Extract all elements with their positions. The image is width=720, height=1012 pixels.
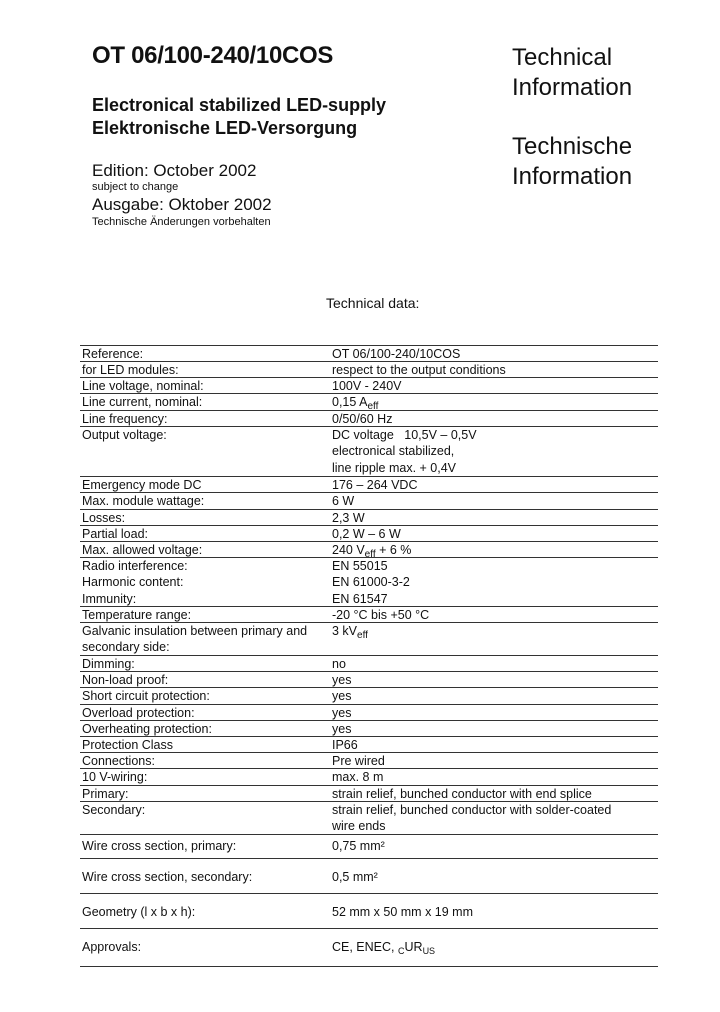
row-value: -20 °C bis +50 °C <box>332 608 430 622</box>
side-heading-german-line1: Technische <box>512 133 633 160</box>
key-line: Radio interference: <box>82 559 188 573</box>
row-key: Geometry (l x b x h): <box>82 905 196 919</box>
value-line: strain relief, bunched conductor with solder-coated <box>332 803 612 817</box>
row-key: Primary: <box>82 787 129 801</box>
side-heading-english-line1: Technical <box>512 44 613 71</box>
table-row-connections <box>80 753 658 769</box>
value-main: 3 kV <box>332 624 358 638</box>
value-suffix: + 6 % <box>375 543 412 557</box>
table-row-overload <box>80 705 658 721</box>
key-line: Immunity: <box>82 591 137 606</box>
value-line: line ripple max. + 0,4V <box>332 460 457 475</box>
edition-german-note: Technische Änderungen vorbehalten <box>92 216 271 228</box>
value-subscript: eff <box>364 549 376 560</box>
row-key <box>82 623 322 656</box>
row-key: Temperature range: <box>82 608 192 622</box>
table-row-short-circuit <box>80 688 658 705</box>
value-line: wire ends <box>332 819 386 834</box>
cur-mark-c: C <box>398 946 405 956</box>
row-value: yes <box>332 689 352 703</box>
table-row-reference <box>80 345 658 362</box>
table-row-approvals <box>80 929 658 967</box>
table-row-protection-class <box>80 737 658 753</box>
row-key: Connections: <box>82 754 155 768</box>
value-line: electronical stabilized, <box>332 444 455 459</box>
table-row-primary <box>80 786 658 802</box>
key-line: Galvanic insulation between primary and <box>82 624 308 638</box>
row-value: 52 mm x 50 mm x 19 mm <box>332 905 473 919</box>
row-value: 0/50/60 Hz <box>332 412 393 426</box>
row-key: Line current, nominal: <box>82 395 203 409</box>
table-row-temperature <box>80 607 658 623</box>
row-value: Pre wired <box>332 754 385 768</box>
row-value <box>332 558 656 607</box>
row-key: Secondary: <box>82 803 146 817</box>
table-row-line-current <box>80 394 658 411</box>
table-row-line-voltage <box>80 378 658 394</box>
table-row-partial-load <box>80 526 658 542</box>
row-key: 10 V-wiring: <box>82 770 148 784</box>
row-key: Non-load proof: <box>82 673 169 687</box>
value-main: 0,15 A <box>332 395 368 409</box>
row-key: Overheating protection: <box>82 722 212 736</box>
table-row-10v-wiring <box>80 769 658 786</box>
row-value: 0,75 mm² <box>332 839 385 853</box>
side-heading-german <box>512 132 632 192</box>
row-value: yes <box>332 706 352 720</box>
table-row-emergency-mode <box>80 477 658 493</box>
table-row-max-voltage <box>80 542 658 558</box>
side-heading-english <box>512 43 632 103</box>
value-line: EN 55015 <box>332 559 388 573</box>
row-value <box>332 623 656 639</box>
row-key: Wire cross section, secondary: <box>82 870 253 884</box>
row-value: max. 8 m <box>332 770 384 784</box>
row-value: strain relief, bunched conductor with end splice <box>332 787 592 801</box>
table-row-module-wattage <box>80 493 658 510</box>
product-title: OT 06/100-240/10COS <box>92 42 334 69</box>
table-row-wire-secondary <box>80 859 658 894</box>
table-row-non-load-proof <box>80 672 658 688</box>
edition-english: Edition: October 2002 <box>92 161 257 180</box>
row-value: no <box>332 657 346 671</box>
row-value <box>332 394 656 410</box>
row-value: respect to the output conditions <box>332 363 506 377</box>
row-value <box>332 939 656 955</box>
row-key: Dimming: <box>82 657 135 671</box>
row-key: Approvals: <box>82 940 142 954</box>
row-value: 0,2 W – 6 W <box>332 527 401 541</box>
row-value <box>332 427 656 476</box>
table-row-led-modules <box>80 362 658 378</box>
table-row-secondary <box>80 802 658 835</box>
row-value: 6 W <box>332 494 355 508</box>
subtitle-english: Electronical stabilized LED-supply <box>92 95 387 115</box>
key-line: secondary side: <box>82 640 170 655</box>
side-heading-english-line2: Information <box>512 74 633 101</box>
technical-data-table <box>80 345 658 967</box>
row-key: Line voltage, nominal: <box>82 379 204 393</box>
row-key: Short circuit protection: <box>82 689 210 703</box>
row-key: Wire cross section, primary: <box>82 839 237 853</box>
table-row-output-voltage <box>80 427 658 477</box>
side-heading-german-line2: Information <box>512 163 633 190</box>
row-key: Max. module wattage: <box>82 494 205 508</box>
row-key: Overload protection: <box>82 706 195 720</box>
row-key: Emergency mode DC <box>82 478 202 492</box>
value-main: 240 V <box>332 543 365 557</box>
table-row-galvanic-insulation <box>80 623 658 656</box>
value-main: CE, ENEC, <box>332 940 398 954</box>
table-row-emc <box>80 558 658 607</box>
edition-english-note: subject to change <box>92 181 179 193</box>
cur-mark-us: US <box>422 946 436 956</box>
value-subscript: eff <box>357 630 368 641</box>
row-key: Protection Class <box>82 738 174 752</box>
table-row-overheating <box>80 721 658 737</box>
value-line: EN 61000-3-2 <box>332 575 410 590</box>
value-line: DC voltage 10,5V – 0,5V <box>332 428 477 442</box>
row-value: IP66 <box>332 738 358 752</box>
cur-mark-ur: UR <box>404 940 423 954</box>
subtitle-german: Elektronische LED-Versorgung <box>92 118 358 138</box>
table-row-dimming <box>80 656 658 672</box>
row-key <box>82 558 322 607</box>
row-key: Reference: <box>82 347 144 361</box>
table-caption: Technical data: <box>326 295 420 311</box>
row-value: yes <box>332 722 352 736</box>
row-value: 0,5 mm² <box>332 870 378 884</box>
table-row-geometry <box>80 894 658 929</box>
edition-german: Ausgabe: Oktober 2002 <box>92 195 272 214</box>
row-value: 100V - 240V <box>332 379 402 393</box>
key-line: Harmonic content: <box>82 575 184 590</box>
table-row-wire-primary <box>80 835 658 859</box>
value-line: EN 61547 <box>332 591 388 606</box>
row-value: OT 06/100-240/10COS <box>332 347 461 361</box>
row-value: 176 – 264 VDC <box>332 478 418 492</box>
row-key: Max. allowed voltage: <box>82 543 203 557</box>
row-value <box>332 542 656 558</box>
row-value <box>332 802 656 835</box>
row-value: 2,3 W <box>332 511 365 525</box>
row-key: Line frequency: <box>82 412 168 426</box>
row-value: yes <box>332 673 352 687</box>
table-row-line-frequency <box>80 411 658 427</box>
row-key: Partial load: <box>82 527 149 541</box>
value-subscript: eff <box>367 401 379 412</box>
row-key: Output voltage: <box>82 428 167 442</box>
row-key: for LED modules: <box>82 363 179 377</box>
table-row-losses <box>80 510 658 526</box>
row-key: Losses: <box>82 511 126 525</box>
